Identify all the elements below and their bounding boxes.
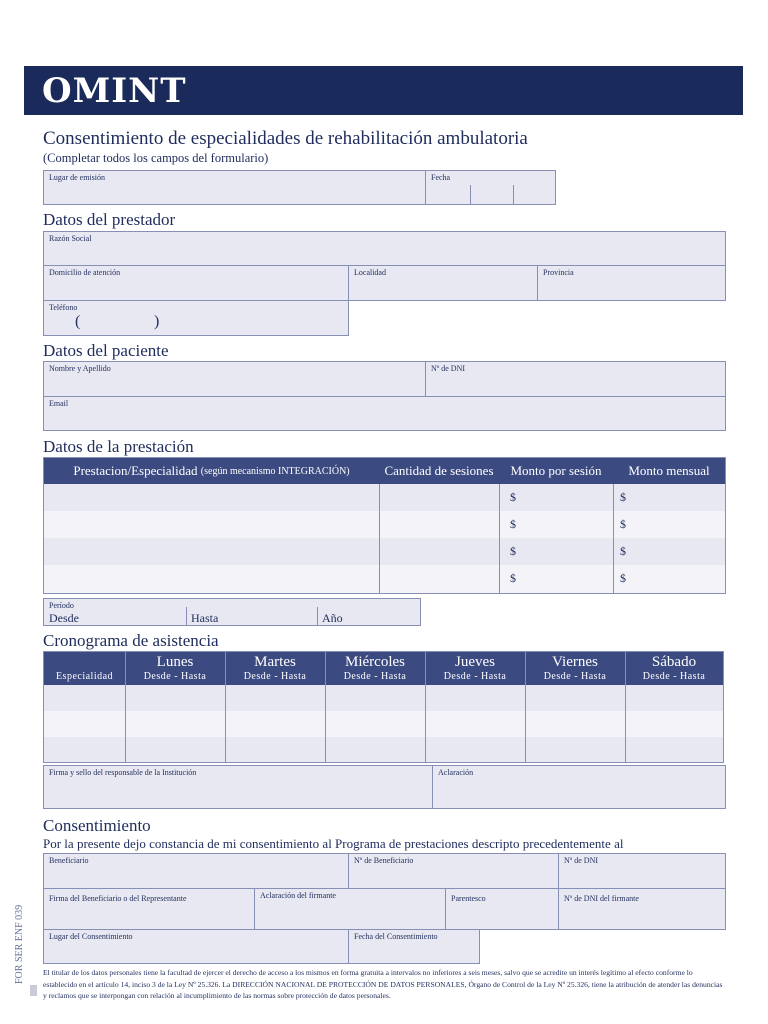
table-row[interactable] — [44, 538, 725, 565]
prestacion-table-header — [44, 458, 725, 484]
parentesco-label: Parentesco — [451, 894, 486, 903]
column-divider — [225, 652, 226, 762]
cronograma-table — [43, 651, 724, 763]
col-prestacion-label: Prestacion/Especialidad — [73, 463, 198, 478]
aclaracion-firmante-label: Aclaración del firmante — [260, 891, 336, 900]
lugar-emision-field[interactable] — [43, 170, 426, 205]
fecha-consentimiento-label: Fecha del Consentimiento — [354, 932, 438, 941]
aclaracion-label: Aclaración — [438, 768, 474, 777]
prestacion-table — [43, 457, 726, 594]
legal-notice: El titular de los datos personales tiene la facultad de ejercer el derecho de acceso a los mismos en forma gratuita a intervalos no inferiores a seis meses, salvo que se acredite un interés legítimo al efecto conforme lo establecido en el artículo 14, inciso 3 de la Ley Nº 25.326. La DIRECCIÓN NACIONAL DE PROTECCIÓN DE DATOS PERSONALES, Órgano de Control de la Ley Nº 25.326, tiene la atribución de atender las denuncias y reclamos que se interpongan con relación al incumplimiento de las normas sobre protección de datos personales. — [43, 968, 723, 1000]
paciente-heading: Datos del paciente — [43, 341, 169, 360]
column-divider — [613, 484, 614, 593]
col-martes-header — [225, 652, 325, 685]
column-divider — [125, 652, 126, 762]
razon-social-field[interactable] — [43, 231, 726, 266]
col-especialidad-header — [44, 652, 125, 685]
lugar-emision-label: Lugar de emisión — [49, 173, 105, 182]
consentimiento-heading: Consentimiento — [43, 816, 151, 835]
aclaracion-firmante-field[interactable] — [254, 888, 446, 930]
telefono-field[interactable] — [43, 300, 349, 336]
consentimiento-text: Por la presente dejo constancia de mi consentimiento al Programa de prestaciones descripto precedentemente al — [43, 836, 624, 851]
currency-sign: $ — [620, 571, 626, 585]
fecha-consentimiento-field[interactable] — [348, 929, 480, 964]
lugar-consentimiento-label: Lugar del Consentimiento — [49, 932, 133, 941]
day-label: Miércoles — [345, 654, 405, 670]
fecha-emision-label: Fecha — [431, 173, 451, 182]
prestacion-heading: Datos de la prestación — [43, 437, 194, 456]
firma-responsable-label: Firma y sello del responsable de la Institución — [49, 768, 197, 777]
beneficiario-label: Beneficiario — [49, 856, 89, 865]
beneficiario-field[interactable] — [43, 853, 349, 889]
col-jueves-header — [425, 652, 525, 685]
table-row[interactable] — [44, 711, 723, 737]
range-label: Desde - Hasta — [543, 671, 607, 682]
fecha-divider — [513, 185, 514, 204]
nro-dni-label: Nº de DNI — [564, 856, 599, 865]
periodo-desde-label: Desde — [49, 611, 79, 625]
razon-social-label: Razón Social — [49, 234, 92, 243]
column-divider — [525, 652, 526, 762]
day-label: Martes — [254, 654, 296, 670]
dni-firmante-field[interactable] — [558, 888, 726, 930]
parentesco-field[interactable] — [445, 888, 559, 930]
currency-sign: $ — [510, 571, 516, 585]
provincia-field[interactable] — [537, 265, 726, 301]
column-divider — [379, 484, 380, 593]
page-subtitle: (Completar todos los campos del formulario) — [43, 151, 269, 165]
col-sabado-header — [625, 652, 723, 685]
col-miercoles-header — [325, 652, 425, 685]
table-row[interactable] — [44, 737, 723, 762]
cronograma-table-header — [44, 652, 723, 685]
page-title: Consentimiento de especialidades de rehabilitación ambulatoria — [43, 128, 528, 149]
fecha-divider — [470, 185, 471, 204]
periodo-field[interactable] — [43, 598, 421, 626]
col-prestacion-note: (según mecanismo INTEGRACIÓN) — [200, 465, 350, 477]
nombre-apellido-field[interactable] — [43, 361, 426, 397]
range-label: Desde - Hasta — [143, 671, 207, 682]
firma-beneficiario-label: Firma del Beneficiario o del Representante — [49, 894, 187, 903]
col-lunes-header — [125, 652, 225, 685]
range-label: Desde - Hasta — [343, 671, 407, 682]
table-row[interactable] — [44, 685, 723, 711]
cronograma-heading: Cronograma de asistencia — [43, 631, 219, 650]
domicilio-field[interactable] — [43, 265, 349, 301]
aclaracion-field[interactable] — [432, 765, 726, 809]
col-monto-mensual-header: Monto mensual — [628, 463, 710, 478]
firma-responsable-field[interactable] — [43, 765, 433, 809]
telefono-paren-open: ( — [75, 313, 81, 330]
fecha-emision-field[interactable] — [425, 170, 556, 205]
currency-sign: $ — [510, 517, 516, 531]
currency-sign: $ — [510, 490, 516, 504]
day-label: Lunes — [156, 654, 194, 670]
col-viernes-header — [525, 652, 625, 685]
currency-sign: $ — [620, 490, 626, 504]
column-divider — [325, 652, 326, 762]
range-label: Desde - Hasta — [642, 671, 706, 682]
email-label: Email — [49, 399, 69, 408]
table-row[interactable] — [44, 565, 725, 593]
day-label: Jueves — [455, 654, 495, 670]
header-bar — [24, 66, 743, 115]
day-label: Viernes — [552, 654, 598, 670]
nro-beneficiario-field[interactable] — [348, 853, 559, 889]
localidad-label: Localidad — [354, 268, 386, 277]
email-field[interactable] — [43, 396, 726, 431]
range-label: Desde - Hasta — [243, 671, 307, 682]
telefono-label: Teléfono — [49, 303, 78, 312]
firma-beneficiario-field[interactable] — [43, 888, 255, 930]
day-label: Sábado — [651, 654, 697, 670]
col-monto-sesion-header: Monto por sesión — [510, 463, 602, 478]
column-divider — [499, 484, 500, 593]
currency-sign: $ — [620, 544, 626, 558]
omint-logo: OMINT — [42, 71, 187, 111]
telefono-paren-close: ) — [154, 313, 160, 330]
periodo-divider — [317, 607, 318, 625]
especialidad-label: Especialidad — [55, 671, 114, 682]
currency-sign: $ — [620, 517, 626, 531]
prestador-heading: Datos del prestador — [43, 210, 176, 229]
provincia-label: Provincia — [543, 268, 574, 277]
periodo-label: Período — [49, 601, 74, 610]
periodo-divider — [186, 607, 187, 625]
currency-sign: $ — [510, 544, 516, 558]
periodo-hasta-label: Hasta — [191, 611, 219, 625]
domicilio-label: Domicilio de atención — [49, 268, 121, 277]
localidad-field[interactable] — [348, 265, 538, 301]
nro-dni-field[interactable] — [558, 853, 726, 889]
nro-beneficiario-label: Nº de Beneficiario — [354, 856, 414, 865]
column-divider — [425, 652, 426, 762]
range-label: Desde - Hasta — [443, 671, 507, 682]
column-divider — [625, 652, 626, 762]
periodo-anio-label: Año — [322, 611, 343, 625]
table-row[interactable] — [44, 511, 725, 538]
lugar-consentimiento-field[interactable] — [43, 929, 349, 964]
paciente-dni-label: Nº de DNI — [431, 364, 466, 373]
table-row[interactable] — [44, 484, 725, 511]
col-sesiones-header: Cantidad de sesiones — [384, 463, 494, 478]
col-prestacion-header — [44, 458, 379, 484]
nombre-apellido-label: Nombre y Apellido — [49, 364, 111, 373]
form-code-mark — [30, 985, 37, 996]
dni-firmante-label: Nº de DNI del firmante — [564, 894, 639, 903]
paciente-dni-field[interactable] — [425, 361, 726, 397]
form-code: FOR SER ENF 039 — [14, 904, 25, 984]
